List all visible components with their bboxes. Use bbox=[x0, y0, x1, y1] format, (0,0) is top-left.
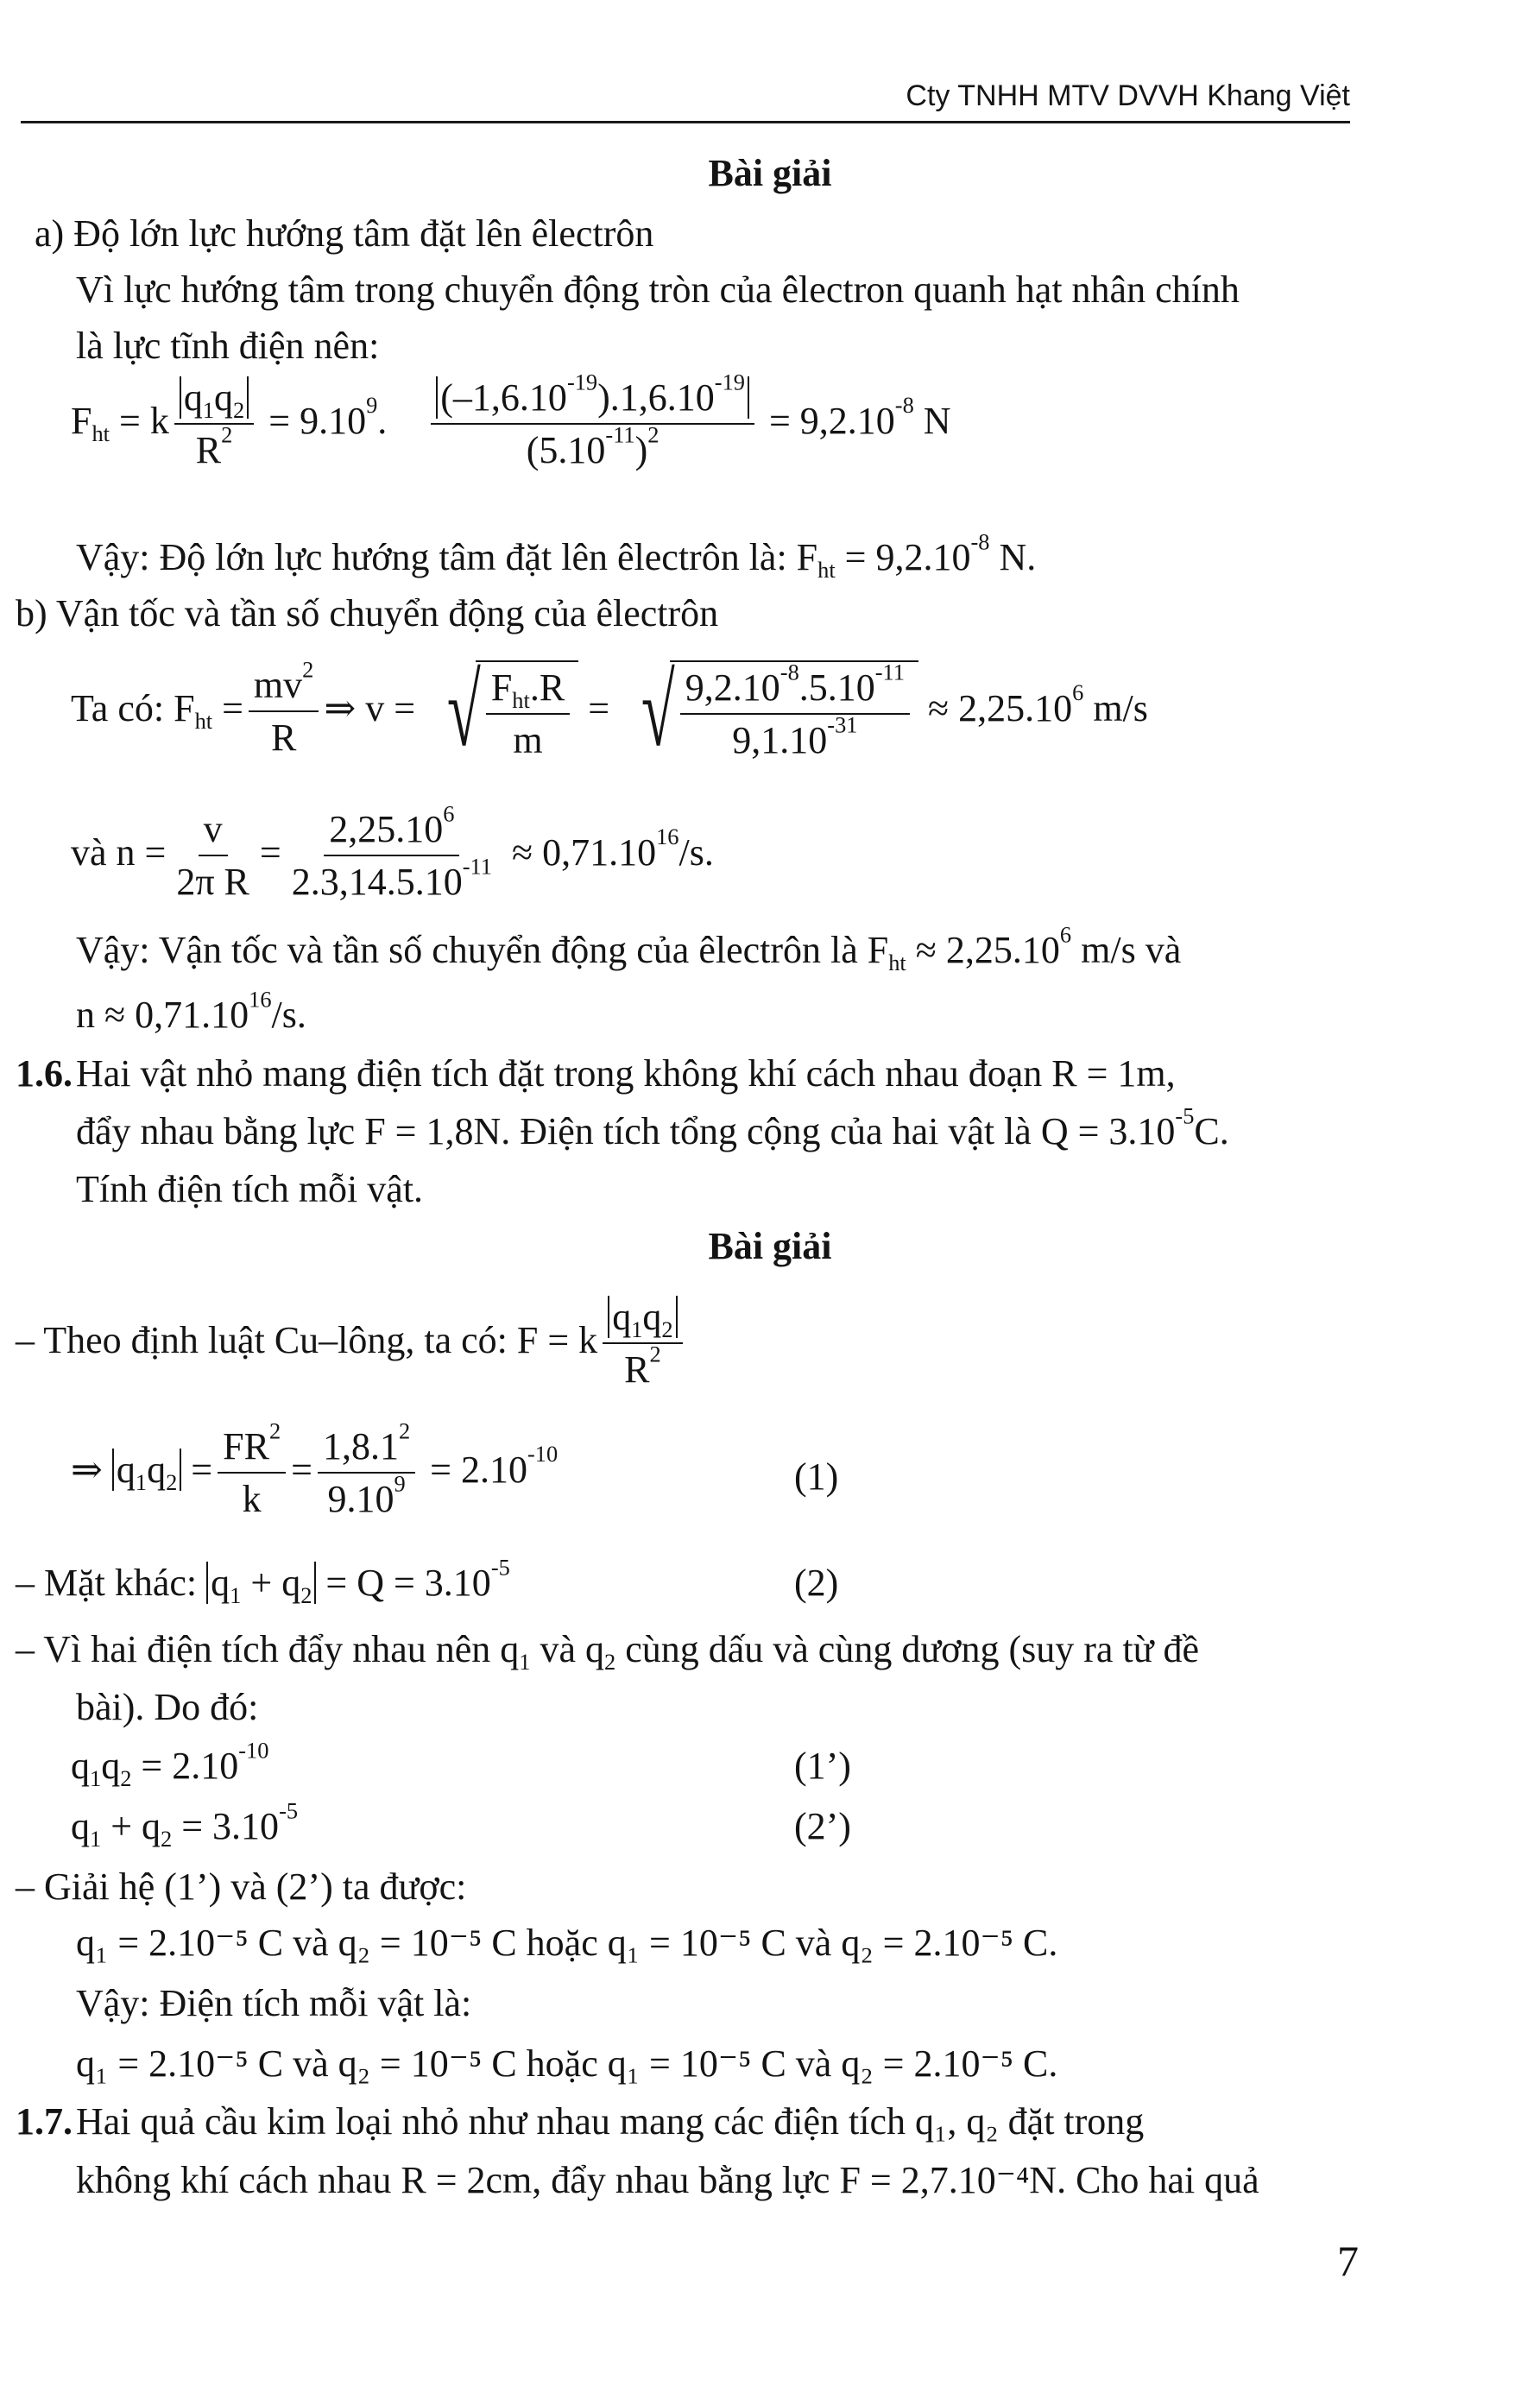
equation-tag: (1’) bbox=[794, 1745, 851, 1787]
page-number: 7 bbox=[1337, 2237, 1359, 2285]
equation-tag: (2’) bbox=[794, 1805, 851, 1847]
problem-text: Hai vật nhỏ mang điện tích đặt trong không khí cách nhau đoạn R = 1m, bbox=[76, 1052, 1176, 1095]
formula-frequency: và n = $\frac{v}{\text{2π R}}$ = $\frac{2,25.10^6}{2.3,14.5.10^{-11}}$ ≈ $0,71.10^{16}/s$. bbox=[71, 800, 714, 903]
solution-result: q₁ = 2.10⁻⁵ C và q₂ = 10⁻⁵ C hoặc q₁ = 10⁻⁵ C và q₂ = 2.10⁻⁵ C. bbox=[76, 2042, 1058, 2085]
part-a-text: Vì lực hướng tâm trong chuyển động tròn của êlectron quanh hạt nhân chính bbox=[76, 268, 1240, 311]
solution-result: q₁ = 2.10⁻⁵ C và q₂ = 10⁻⁵ C hoặc q₁ = 10⁻⁵ C và q₂ = 2.10⁻⁵ C. bbox=[76, 1922, 1058, 1964]
problem-number: 1.6. bbox=[16, 1052, 73, 1095]
solution-step: – Giải hệ (1’) và (2’) ta được: bbox=[16, 1865, 467, 1908]
problem-text: Tính điện tích mỗi vật. bbox=[76, 1168, 424, 1210]
problem-number: 1.7. bbox=[16, 2100, 73, 2143]
problem-text: Hai quả cầu kim loại nhỏ như nhau mang các điện tích q₁, q₂ đặt trong bbox=[76, 2100, 1145, 2143]
equation-1-prime: $q_1q_2 = 2.10^{-10}$ bbox=[71, 1737, 269, 1792]
problem-text: đẩy nhau bằng lực F = 1,8N. Điện tích tổng cộng của hai vật là $Q = 3.10^{-5}C$. bbox=[76, 1102, 1229, 1152]
solution-text: bài). Do đó: bbox=[76, 1686, 259, 1728]
part-a-conclusion: Vậy: Độ lớn lực hướng tâm đặt lên êlectrôn là: $F_{ht} = 9,2.10^{-8}$ N. bbox=[76, 528, 1037, 584]
part-a-text: là lực tĩnh điện nên: bbox=[76, 325, 380, 367]
equation-2-prime: $q_1 + q_2 = 3.10^{-5}$ bbox=[71, 1797, 299, 1853]
solution-text: Vậy: Điện tích mỗi vật là: bbox=[76, 1982, 472, 2024]
part-b-heading: b) Vận tốc và tần số chuyển động của êlectrôn bbox=[16, 592, 719, 634]
solution-title: Bài giải bbox=[708, 1225, 832, 1267]
solution-step: – Theo định luật Cu–lông, ta có: F = k $\frac{q_1q_2}{R^2}$ bbox=[16, 1295, 688, 1393]
solution-title: Bài giải bbox=[708, 152, 832, 194]
equation-tag: (2) bbox=[794, 1562, 839, 1604]
part-b-conclusion: $n \approx 0,71.10^{16}/s$. bbox=[76, 986, 306, 1036]
solution-step: – Mặt khác: $q_1 + q_2 = Q = 3.10^{-5}$ bbox=[16, 1554, 510, 1609]
formula-fht: $F_{ht} = k$ $\frac{q_1q_2}{R^2}$ = $9.10^9$. $\frac{(-1,6.10^{-19}).1,6.10^{-19}}{(5.10^{-11})^2}$ = $9,2.10^{-8}$ N bbox=[71, 369, 951, 471]
solution-step: – Vì hai điện tích đẩy nhau nên $q_1$ và $q_2$ cùng dấu và cùng dương (suy ra từ đề bbox=[16, 1628, 1200, 1676]
formula-velocity: Ta có: $F_{ht}$ = $\frac{mv^2}{R}$ ⇒ v = √ $\frac{F_{ht}.R}{m}$ = √ $\frac{9,2.10^{-8}.5.10^{-11}}{9,1.10^{-31}}$ ≈ $2,25.10^6$ m/s bbox=[71, 654, 1148, 767]
part-a-heading: a) Độ lớn lực hướng tâm đặt lên êlectrôn bbox=[35, 212, 654, 255]
header-rule bbox=[21, 121, 1350, 123]
equation-tag: (1) bbox=[794, 1455, 839, 1498]
problem-text: không khí cách nhau R = 2cm, đẩy nhau bằng lực F = 2,7.10⁻⁴N. Cho hai quả bbox=[76, 2159, 1259, 2201]
running-header: Cty TNHH MTV DVVH Khang Việt bbox=[906, 79, 1350, 112]
part-b-conclusion: Vậy: Vận tốc và tần số chuyển động của êlectrôn là $F_{ht} \approx 2,25.10^6$ m/s và bbox=[76, 921, 1182, 976]
equation-1: ⇒ $q_1q_2$ = $\frac{FR^2}{k}$ = $\frac{1,8.1^2}{9.10^9}$ = $2.10^{-10}$ bbox=[71, 1417, 559, 1520]
